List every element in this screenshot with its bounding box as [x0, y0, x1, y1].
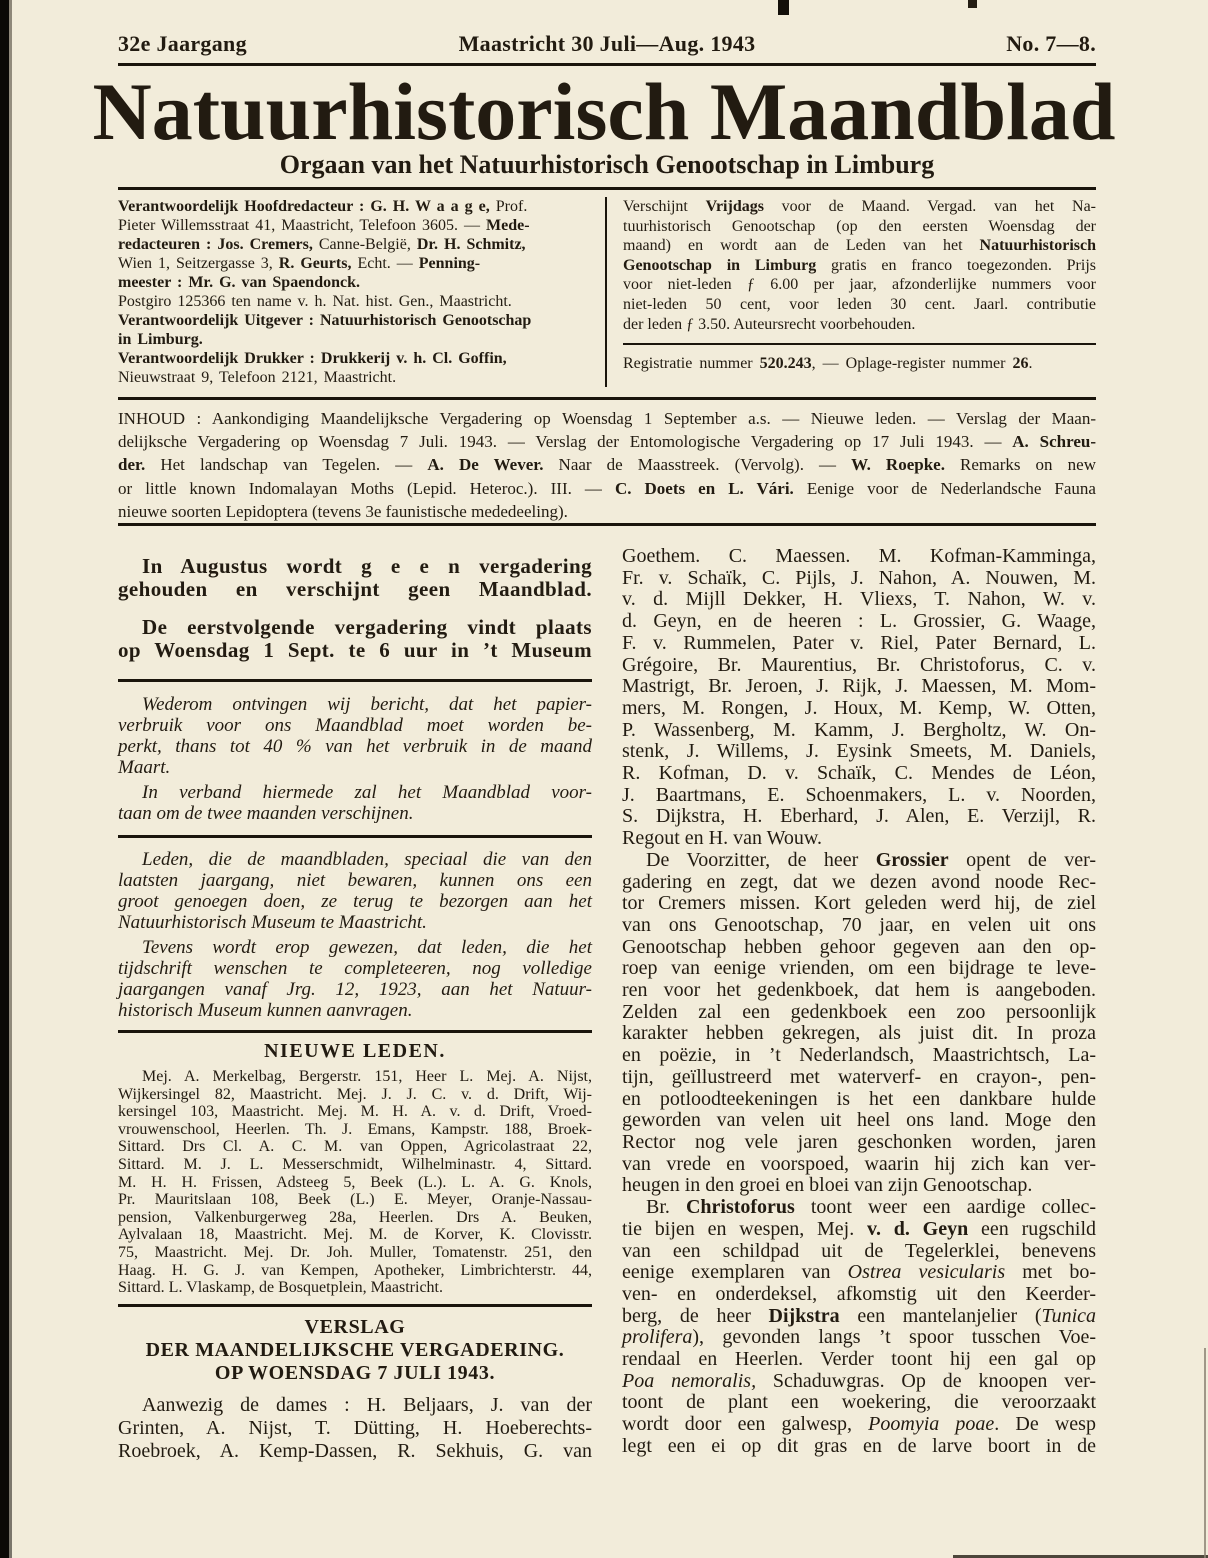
- table-of-contents: INHOUD : Aankondiging Maandelijksche Vergadering op Woensdag 1 September a.s. — Nieuwe leden. — Verslag der Maan- delijksche Vergadering op Woensdag 7 Juli. 1943. — Verslag der Entomologische Vergadering op 17 Juli 1943. — A. Schreu- der. Het landschap van Tegelen. — A. De Wever. Naar de Maasstreek. (Vervolg). — W. Roepke. Remarks on new or little known Indomalayan Moths (Lepid. Heteroc.). III. — C. Doets en L. Vári. Eenige voor de Nederlandsche Fauna nieuwe soorten Lepidoptera (tevens 3e faunistische mededeeling).: [118, 409, 1096, 521]
- journal-title: Natuurhistorisch Maandblad: [92, 66, 1116, 157]
- horizontal-rule: [118, 1304, 592, 1307]
- scan-top-ink-mark: [778, 0, 789, 15]
- horizontal-rule: [118, 1030, 592, 1033]
- next-meeting-announcement: De eerstvolgende vergadering vindt plaats op Woensdag 1 Sept. te 6 uur in ’t Museum: [118, 615, 592, 662]
- scan-top-ink-speck: [968, 0, 977, 8]
- issue-header: [118, 31, 1096, 57]
- horizontal-rule: [118, 679, 592, 682]
- meeting-report-heading: VERSLAG DER MAANDELIJKSCHE VERGADERING. OP WOENSDAG 7 JULI 1943.: [145, 1315, 565, 1384]
- horizontal-rule: [118, 523, 1096, 526]
- journal-subtitle: Orgaan van het Natuurhistorisch Genootschap in Limburg: [279, 150, 935, 179]
- paper-restriction-notice: Wederom ontvingen wij bericht, dat het papier- verbruik voor ons Maandblad moet worden be- perkt, thans tot 40 % van het verbruik in de maand Maart.: [118, 694, 592, 778]
- registration-info: Registratie nummer 520.243, — Oplage-register nummer 26.: [623, 355, 1033, 373]
- specimens-paragraph: Br. Christoforus toont weer een aardige collec- tie bijen en wespen, Mej. v. d. Geyn een rugschild van een schildpad uit de Tegelerklei, benevens eenige exemplaren van Ostrea vesicularis met bo- ven- en onderdeksel, afkomstig uit den Keerder- berg, de heer Dijkstra een mantelanjelier (Tunica prolifera), gevonden langs ’t spoor tusschen Voe- rendaal en Heerlen. Verder toont hij een gal op Poa nemoralis, Schaduwgras. Op de knoopen ver- toont de plant een woekering, die veroorzaakt wordt door een galwesp, Poomyia poae. De wesp legt een ei op dit gras en de larve boort in de: [622, 1196, 1096, 1457]
- horizontal-rule: [118, 397, 1096, 400]
- attendees-continued: Goethem. C. Maessen. M. Kofman-Kamminga, Fr. v. Schaïk, C. Pijls, J. Nahon, A. Nouwen, M. v. d. Mijll Dekker, H. Vliexs, T. Nahon, W. v. d. Geyn, en de heeren : L. Grossier, G. Waage, F. v. Rummelen, Pater v. Riel, Pater Bernard, L. Grégoire, Br. Maurentius, Br. Christoforus, C. v. Mastrigt, Br. Jeroen, J. Rijk, J. Maessen, M. Mom- mers, M. Rongen, J. Houx, M. Kemp, W. Otten, P. Wassenberg, M. Kamm, J. Bergholtz, W. On- stenk, J. Willems, J. Eysink Smeets, M. Daniels, R. Kofman, D. v. Schaïk, C. Mendes de Léon, J. Baartmans, E. Schoenmakers, L. v. Noorden, S. Dijkstra, H. Eberhard, J. Alen, E. Verzijl, R. Regout en H. van Wouw.: [622, 545, 1096, 850]
- chairman-opening-paragraph: De Voorzitter, de heer Grossier opent de ver- gadering en zegt, dat we dezen avond noode Rec- tor Cremers missen. Kort geleden werd hij, de ziel van ons Genootschap, 70 jaar, en velen uit ons Genootschap hebben gehoor gegeven aan den op- roep van eenige vrienden, om een bijdrage te leve- ren voor het gedenkboek, dat hem is aangeboden. Zelden zal een gedenkboek een zoo persoonlijk karakter hebben gekregen, als juist dit. In proza en poëzie, in ’t Nederlandsch, Maastrichtsch, La- tijn, geïllustreerd met waterverf- en crayon-, pen- en potloodteekeningen is het een dankbare hulde geworden van velen uit heel ons land. Moge den Rector nog vele jaren geschonken worden, jaren van vrede en voorspoed, waarin hij zich kan ver- heugen in den groei en bloei van zijn Genootschap.: [622, 848, 1096, 1197]
- horizontal-rule: [118, 187, 1096, 190]
- complete-volumes-notice: Tevens wordt erop gewezen, dat leden, die het tijdschrift wenschen te completeeren, nog volledige jaargangen vanaf Jrg. 12, 1923, aan het Natuur- historisch Museum kunnen aanvragen.: [118, 937, 592, 1021]
- publication-info: Verschijnt Vrijdags voor de Maand. Vergad. van het Na- tuurhistorisch Genootschap (op den eersten Woensdag der maand) en wordt aan de Leden van het Natuurhistorisch Genootschap in Limburg gratis en franco toegezonden. Prijs voor niet-leden ƒ 6.00 per jaar, afzonderlijke nummers voor niet-leden 50 cent, voor leden 30 cent. Jaarl. contributie der leden ƒ 3.50. Auteursrecht voorbehouden.: [623, 198, 1097, 333]
- attendees-intro: Aanwezig de dames : H. Beljaars, J. van der Grinten, A. Nijst, T. Dütting, H. Hoeberechts- Roebroek, A. Kemp-Dassen, R. Sekhuis, G. van: [118, 1393, 592, 1462]
- scan-right-edge-artifact: [1204, 1348, 1206, 1558]
- editorial-info: Verantwoordelijk Hoofdredacteur : G. H. W a a g e, Prof. Pieter Willemsstraat 41, Maastricht, Telefoon 3605. — Mede- redacteuren : Jos. Cremers, Canne-België, Dr. H. Schmitz, Wien 1, Seitzergasse 3, R. Geurts, Echt. — Penning- meester : Mr. G. van Spaendonck. Postgiro 125366 ten name v. h. Nat. hist. Gen., Maastricht. Verantwoordelijk Uitgever : Natuurhistorisch Genootschap in Limburg. Verantwoordelijk Drukker : Drukkerij v. h. Cl. Goffin, Nieuwstraat 9, Telefoon 2121, Maastricht.: [118, 198, 532, 386]
- issue-number-label: No. 7—8.: [1006, 31, 1096, 56]
- publication-info-block: [607, 197, 1096, 387]
- no-august-meeting-announcement: In Augustus wordt g e e n vergadering gehouden en verschijnt geen Maandblad.: [118, 554, 592, 601]
- scan-left-edge-artifact: [0, 0, 9, 1558]
- horizontal-rule: [623, 343, 1096, 345]
- return-issues-notice: Leden, die de maandbladen, speciaal die van den laatsten jaargang, niet bewaren, kunnen ons een groot genoegen doen, ze terug te bezorgen aan het Natuurhistorisch Museum te Maastricht.: [118, 849, 592, 933]
- horizontal-rule: [118, 835, 592, 838]
- new-members-heading: NIEUWE LEDEN.: [264, 1040, 446, 1062]
- masthead: [118, 197, 1096, 387]
- volume-label: 32e Jaargang: [118, 31, 247, 56]
- left-column: [118, 546, 592, 1463]
- bimonthly-publication-notice: In verband hiermede zal het Maandblad voor- taan om de twee maanden verschijnen.: [118, 782, 592, 824]
- right-column: [622, 546, 1096, 1458]
- place-date-label: Maastricht 30 Juli—Aug. 1943: [458, 31, 756, 56]
- new-members-list: Mej. A. Merkelbag, Bergerstr. 151, Heer L. Mej. A. Nijst, Wijkersingel 82, Maastricht. Mej. J. J. C. v. d. Drift, Wij- kersingel 103, Maastricht. Mej. M. H. A. v. d. Drift, Vroed- vrouwenschool, Heerlen. Th. J. Emans, Kampstr. 188, Broek- Sittard. Drs Cl. A. C. M. van Oppen, Agricolastraat 22, Sittard. M. J. L. Messerschmidt, Wilhelminastr. 4, Sittard. M. H. H. Frissen, Adsteeg 5, Beek (L.). L. A. G. Knols, Pr. Mauritslaan 108, Beek (L.) E. Meyer, Oranje-Nassau- pension, Valkenburgerweg 28a, Heerlen. Drs A. Beuken, Aylvalaan 18, Maastricht. Mej. M. de Korver, K. Clovisstr. 75, Maastricht. Mej. Dr. Joh. Muller, Tomatenstr. 251, den Haag. H. G. J. van Kempen, Apotheker, Limbrichterstr. 44, Sittard. L. Vlaskamp, de Bosquetplein, Maastricht.: [118, 1068, 592, 1297]
